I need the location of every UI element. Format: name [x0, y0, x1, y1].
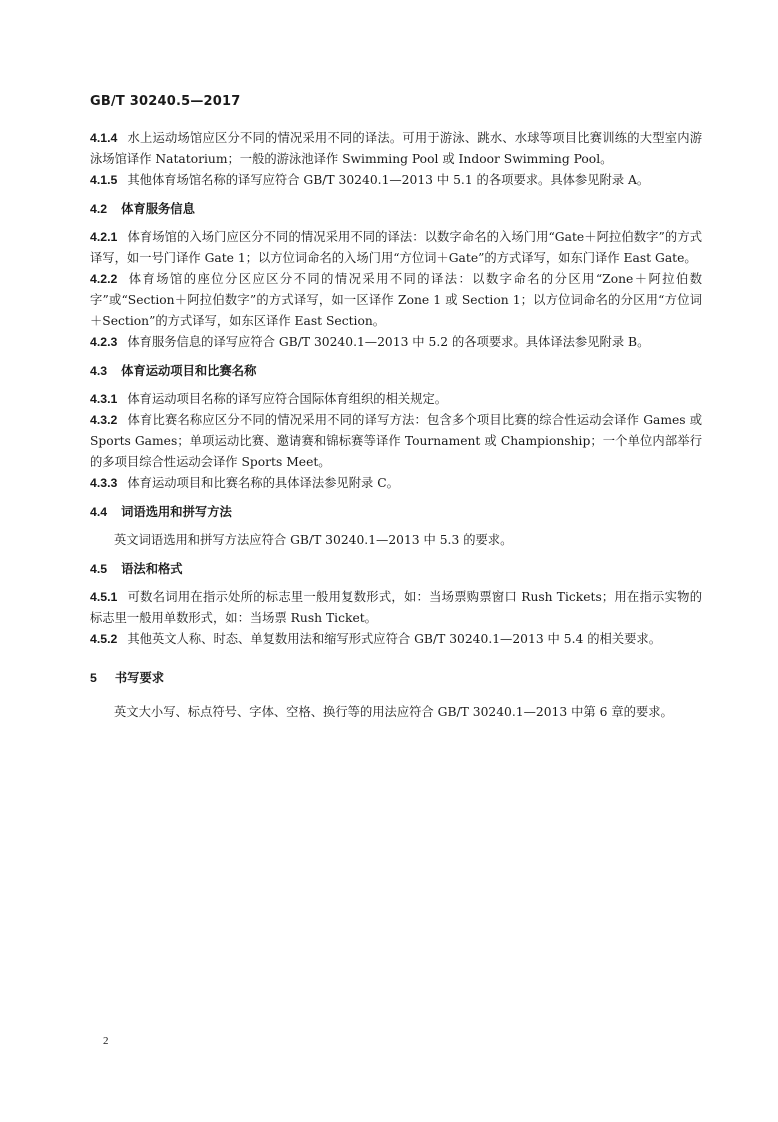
clause-text: 语法和格式 — [121, 562, 183, 576]
section-heading — [90, 199, 702, 219]
clause-text: 体育场馆的入场门应区分不同的情况采用不同的译法：以数字命名的入场门用“Gate＋阿拉伯数字”的方式译写，如一号门译作 Gate 1；以方位词命名的入场门用“方位词＋Gate”的方式译写，如东门译作 East Gate。 — [90, 230, 702, 265]
clause-text: 体育运动项目和比赛名称 — [121, 364, 257, 378]
clause-text: 体育比赛名称应区分不同的情况采用不同的译写方法：包含多个项目比赛的综合性运动会译作 Games 或 Sports Games；单项运动比赛、邀请赛和锦标赛等译作 Tournament 或 Championship；一个单位内部举行的多项目综合性运动会译作 Sports Meet。 — [90, 413, 702, 469]
clause-paragraph — [90, 473, 702, 494]
clause-number: 4.4 — [90, 505, 108, 519]
clause-text: 书写要求 — [114, 671, 165, 685]
clause-paragraph — [90, 389, 702, 410]
clause-number: 4.2 — [90, 202, 108, 216]
clause-number: 4.3.3 — [90, 476, 118, 490]
clause-paragraph — [90, 332, 702, 353]
section-heading — [90, 502, 702, 522]
standard-number-header: GB/T 30240.5—2017 — [90, 94, 241, 109]
clause-paragraph — [90, 227, 702, 269]
clause-number: 4.2.1 — [90, 230, 118, 244]
clause-paragraph — [90, 410, 702, 473]
chapter-heading — [90, 668, 702, 688]
clause-paragraph — [90, 269, 702, 332]
clause-paragraph — [90, 629, 702, 650]
clause-number: 5 — [90, 671, 97, 685]
clause-paragraph — [90, 170, 702, 191]
clause-number: 4.1.5 — [90, 173, 118, 187]
clause-text: 体育服务信息的译写应符合 GB/T 30240.1—2013 中 5.2 的各项要求。具体译法参见附录 B。 — [127, 335, 650, 349]
page-number: 2 — [103, 1035, 109, 1047]
document-body — [90, 128, 702, 723]
clause-text: 体育运动项目名称的译写应符合国际体育组织的相关规定。 — [127, 392, 448, 406]
body-paragraph — [90, 702, 702, 723]
clause-number: 4.2.2 — [90, 272, 118, 286]
clause-text: 可数名词用在指示处所的标志里一般用复数形式，如：当场票购票窗口 Rush Tickets；用在指示实物的标志里一般用单数形式，如：当场票 Rush Ticket。 — [90, 590, 702, 625]
clause-paragraph — [90, 128, 702, 170]
clause-text: 体育服务信息 — [121, 202, 195, 216]
clause-number: 4.1.4 — [90, 131, 118, 145]
clause-text: 水上运动场馆应区分不同的情况采用不同的译法。可用于游泳、跳水、水球等项目比赛训练的大型室内游泳场馆译作 Natatorium；一般的游泳池译作 Swimming Pool 或 Indoor Swimming Pool。 — [90, 131, 702, 166]
clause-text: 体育场馆的座位分区应区分不同的情况采用不同的译法：以数字命名的分区用“Zone＋阿拉伯数字”或“Section＋阿拉伯数字”的方式译写，如一区译作 Zone 1 或 Section 1；以方位词命名的分区用“方位词＋Section”的方式译写，如东区译作 East Section。 — [90, 272, 702, 328]
clause-number: 4.2.3 — [90, 335, 118, 349]
clause-number: 4.5 — [90, 562, 108, 576]
section-heading — [90, 361, 702, 381]
clause-text: 英文词语选用和拼写方法应符合 GB/T 30240.1—2013 中 5.3 的要求。 — [114, 533, 513, 547]
clause-text: 词语选用和拼写方法 — [121, 505, 232, 519]
clause-text: 其他英文人称、时态、单复数用法和缩写形式应符合 GB/T 30240.1—2013 中 5.4 的相关要求。 — [127, 632, 662, 646]
body-paragraph — [90, 530, 702, 551]
section-heading — [90, 559, 702, 579]
clause-number: 4.3 — [90, 364, 108, 378]
clause-text: 英文大小写、标点符号、字体、空格、换行等的用法应符合 GB/T 30240.1—2013 中第 6 章的要求。 — [114, 705, 673, 719]
clause-text: 其他体育场馆名称的译写应符合 GB/T 30240.1—2013 中 5.1 的各项要求。具体参见附录 A。 — [127, 173, 650, 187]
clause-number: 4.5.1 — [90, 590, 118, 604]
clause-paragraph — [90, 587, 702, 629]
clause-number: 4.3.1 — [90, 392, 118, 406]
clause-number: 4.3.2 — [90, 413, 118, 427]
clause-number: 4.5.2 — [90, 632, 118, 646]
clause-text: 体育运动项目和比赛名称的具体译法参见附录 C。 — [127, 476, 399, 490]
